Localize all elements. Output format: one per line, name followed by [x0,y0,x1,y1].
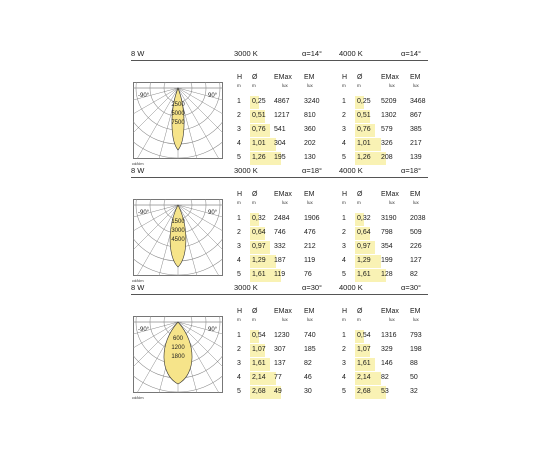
cell-em: 217 [410,140,422,147]
cell-h: 3 [342,360,346,367]
column-unit-h: m [342,200,346,205]
column-unit-h: m [237,317,241,322]
cct-3000-label: 3000 K [234,166,258,175]
column-unit-d: m [357,200,361,205]
cell-emax: 304 [274,140,286,147]
column-unit-emax: lux [389,200,395,205]
cell-emax: 579 [381,126,393,133]
unit-label: cd/klm [132,161,144,166]
column-unit-emax: lux [282,317,288,322]
cell-emax: 53 [381,388,389,395]
illuminance-table [131,47,428,172]
cell-h: 2 [237,346,241,353]
ring-label: 4500 [171,237,185,243]
cell-d: 0,97 [252,243,266,250]
cell-d: 1,26 [252,154,266,161]
cell-em: 82 [410,271,418,278]
illuminance-table [131,164,428,289]
cell-emax: 746 [274,229,286,236]
cell-em: 385 [410,126,422,133]
beam-angle-right-label: α=18° [401,166,422,175]
column-unit-h: m [342,83,346,88]
column-unit-h: m [342,317,346,322]
cell-h: 5 [237,154,241,161]
column-header-h: H [237,308,243,315]
cell-h: 2 [342,112,346,119]
column-header-em: EM [304,308,315,315]
angle-label-right: 90° [208,93,218,99]
cell-d: 0,25 [252,98,266,105]
cell-h: 5 [342,154,346,161]
cell-emax: 137 [274,360,286,367]
cell-d: 1,61 [357,271,371,278]
cell-h: 1 [342,215,346,222]
column-unit-em: lux [413,200,419,205]
cell-d: 0,32 [252,215,266,222]
cell-h: 3 [342,243,346,250]
angle-label-right: 90° [208,210,218,216]
cell-em: 32 [410,388,418,395]
cell-d: 2,68 [357,388,371,395]
cell-emax: 208 [381,154,393,161]
cell-emax: 541 [274,126,286,133]
ring-label: 2500 [171,102,185,108]
angle-label-right: 90° [208,327,218,333]
cell-emax: 1217 [274,112,290,119]
cell-h: 1 [342,98,346,105]
column-header-h: H [342,74,348,81]
column-unit-em: lux [307,200,313,205]
cell-em: 509 [410,229,422,236]
cell-emax: 187 [274,257,286,264]
cell-emax: 1302 [381,112,397,119]
cell-h: 3 [237,126,241,133]
column-header-emax: EMax [381,308,399,315]
column-header-h: H [237,74,243,81]
cell-d: 0,25 [357,98,371,105]
column-header-emax: EMax [274,191,292,198]
cell-h: 4 [342,140,346,147]
cell-d: 0,64 [357,229,371,236]
cell-h: 1 [237,332,241,339]
cell-h: 4 [342,374,346,381]
cell-d: 0,64 [252,229,266,236]
cell-d: 0,76 [252,126,266,133]
cell-h: 5 [237,388,241,395]
photometric-block [131,47,428,172]
cct-4000-label: 4000 K [339,49,363,58]
column-header-h: H [342,191,348,198]
illuminance-table [131,281,428,406]
power-label: 8 W [131,283,145,292]
cell-em: 88 [410,360,418,367]
column-unit-emax: lux [389,317,395,322]
ring-label: 1200 [171,345,185,351]
cell-emax: 326 [381,140,393,147]
ring-label: 600 [172,336,184,342]
cell-d: 1,61 [252,360,266,367]
column-header-d: Ø [357,308,363,315]
cell-h: 4 [237,140,241,147]
cct-3000-label: 3000 K [234,49,258,58]
beam-angle-right-label: α=14° [401,49,422,58]
cell-emax: 307 [274,346,286,353]
cell-emax: 1230 [274,332,290,339]
column-header-d: Ø [357,191,363,198]
cell-d: 1,29 [252,257,266,264]
cell-emax: 3190 [381,215,397,222]
angle-label-left: -90° [138,327,150,333]
cell-em: 3468 [410,98,426,105]
cell-em: 202 [304,140,316,147]
cell-em: 867 [410,112,422,119]
cell-em: 185 [304,346,316,353]
cell-d: 0,32 [357,215,371,222]
cell-em: 2038 [410,215,426,222]
cell-h: 2 [342,229,346,236]
cell-em: 130 [304,154,316,161]
beam-angle-left-label: α=14° [302,49,323,58]
column-header-em: EM [304,191,315,198]
cell-h: 3 [342,126,346,133]
unit-label: cd/klm [132,395,144,400]
column-unit-d: m [252,83,256,88]
cell-em: 30 [304,388,312,395]
cell-emax: 199 [381,257,393,264]
cell-h: 5 [342,388,346,395]
cell-emax: 77 [274,374,282,381]
cell-d: 1,61 [252,271,266,278]
cell-h: 5 [237,271,241,278]
column-header-d: Ø [357,74,363,81]
column-unit-h: m [237,200,241,205]
cell-h: 2 [237,229,241,236]
cell-emax: 195 [274,154,286,161]
cell-em: 810 [304,112,316,119]
cell-h: 2 [237,112,241,119]
ring-label: 7500 [171,120,185,126]
column-header-d: Ø [252,74,258,81]
cell-d: 1,07 [252,346,266,353]
cell-emax: 2484 [274,215,290,222]
cell-d: 0,51 [357,112,371,119]
cell-d: 2,68 [252,388,266,395]
power-label: 8 W [131,166,145,175]
beam-angle-left-label: α=30° [302,283,323,292]
column-unit-d: m [252,317,256,322]
beam-angle-right-label: α=30° [401,283,422,292]
column-unit-d: m [357,317,361,322]
column-header-d: Ø [252,191,258,198]
cell-em: 3240 [304,98,320,105]
column-unit-emax: lux [282,200,288,205]
cell-emax: 329 [381,346,393,353]
cell-d: 1,01 [252,140,266,147]
unit-label: cd/klm [132,278,144,283]
cell-em: 76 [304,271,312,278]
column-header-em: EM [304,74,315,81]
cell-emax: 4867 [274,98,290,105]
cell-em: 198 [410,346,422,353]
angle-label-left: -90° [138,210,150,216]
column-header-emax: EMax [274,308,292,315]
cell-d: 0,54 [252,332,266,339]
cell-h: 2 [342,346,346,353]
column-unit-em: lux [307,83,313,88]
cell-em: 226 [410,243,422,250]
column-header-emax: EMax [381,74,399,81]
cell-em: 476 [304,229,316,236]
cell-emax: 5209 [381,98,397,105]
ring-label: 5000 [171,111,185,117]
cell-d: 0,97 [357,243,371,250]
column-header-emax: EMax [381,191,399,198]
beam-angle-left-label: α=18° [302,166,323,175]
column-unit-em: lux [413,317,419,322]
cell-emax: 82 [381,374,389,381]
cell-emax: 146 [381,360,393,367]
cell-d: 1,01 [357,140,371,147]
cell-h: 3 [237,243,241,250]
cell-em: 1906 [304,215,320,222]
ring-label: 1500 [171,219,185,225]
cell-emax: 354 [381,243,393,250]
angle-label-left: -90° [138,93,150,99]
column-unit-h: m [237,83,241,88]
column-header-em: EM [410,74,421,81]
column-header-d: Ø [252,308,258,315]
cell-h: 1 [342,332,346,339]
cell-em: 82 [304,360,312,367]
cell-d: 1,07 [357,346,371,353]
column-header-h: H [342,308,348,315]
cell-d: 1,29 [357,257,371,264]
column-header-em: EM [410,191,421,198]
cct-4000-label: 4000 K [339,283,363,292]
cell-emax: 1316 [381,332,397,339]
cell-emax: 332 [274,243,286,250]
cell-emax: 119 [274,271,286,278]
cell-h: 3 [237,360,241,367]
column-unit-emax: lux [282,83,288,88]
column-unit-d: m [252,200,256,205]
cell-em: 793 [410,332,422,339]
cell-em: 119 [304,257,316,264]
cell-em: 46 [304,374,312,381]
column-header-h: H [237,191,243,198]
cell-h: 1 [237,215,241,222]
cell-h: 4 [342,257,346,264]
column-unit-emax: lux [389,83,395,88]
column-header-emax: EMax [274,74,292,81]
photometric-block [131,281,428,406]
cell-d: 2,14 [357,374,371,381]
cell-h: 1 [237,98,241,105]
column-unit-d: m [357,83,361,88]
cell-em: 740 [304,332,316,339]
cell-em: 212 [304,243,316,250]
cell-h: 4 [237,257,241,264]
cell-em: 139 [410,154,422,161]
cell-d: 1,26 [357,154,371,161]
cct-4000-label: 4000 K [339,166,363,175]
cell-emax: 798 [381,229,393,236]
column-unit-em: lux [413,83,419,88]
photometric-block [131,164,428,289]
cell-em: 50 [410,374,418,381]
cell-emax: 49 [274,388,282,395]
power-label: 8 W [131,49,145,58]
ring-label: 1800 [171,354,185,360]
cell-d: 2,14 [252,374,266,381]
cell-d: 0,76 [357,126,371,133]
cell-emax: 128 [381,271,393,278]
cell-h: 5 [342,271,346,278]
cell-d: 0,51 [252,112,266,119]
cell-em: 127 [410,257,422,264]
cell-d: 0,54 [357,332,371,339]
cell-h: 4 [237,374,241,381]
cct-3000-label: 3000 K [234,283,258,292]
cell-d: 1,61 [357,360,371,367]
column-header-em: EM [410,308,421,315]
ring-label: 3000 [171,228,185,234]
cell-em: 360 [304,126,316,133]
column-unit-em: lux [307,317,313,322]
